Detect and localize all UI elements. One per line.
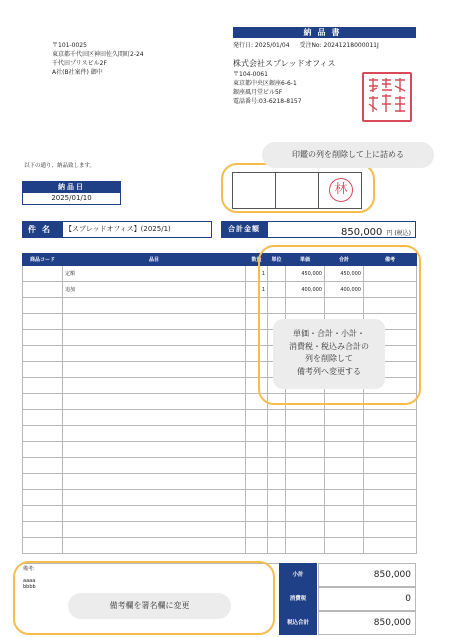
empty-cell	[63, 362, 246, 378]
empty-cell	[268, 474, 286, 490]
empty-cell	[268, 442, 286, 458]
grand-total-label: 税込合計	[279, 611, 317, 635]
empty-cell	[268, 458, 286, 474]
empty-cell	[63, 426, 246, 442]
cell-item: 定額	[63, 266, 246, 282]
empty-cell	[268, 410, 286, 426]
document-title: 納品書	[233, 27, 416, 38]
empty-cell	[268, 538, 286, 554]
empty-cell	[286, 506, 325, 522]
intro-text: 以下の通り、納品致します。	[24, 163, 96, 169]
empty-cell	[325, 410, 364, 426]
empty-cell	[23, 346, 63, 362]
total-label: 合計金額	[221, 221, 267, 238]
sender-block	[233, 58, 368, 106]
empty-cell	[63, 458, 246, 474]
hanko-stamp: 林	[329, 178, 353, 202]
empty-cell	[246, 474, 268, 490]
empty-cell	[325, 538, 364, 554]
empty-cell	[63, 490, 246, 506]
cell-price: 400,000	[286, 282, 325, 298]
empty-cell	[286, 442, 325, 458]
empty-cell	[23, 314, 63, 330]
empty-table-row	[23, 442, 417, 458]
callout-line: 単価・合計・小計・	[293, 329, 365, 338]
empty-cell	[325, 522, 364, 538]
empty-cell	[268, 522, 286, 538]
empty-cell	[23, 506, 63, 522]
callout-line: 備考列へ変更する	[297, 366, 361, 376]
empty-cell	[246, 490, 268, 506]
cell-item: 追加	[63, 282, 246, 298]
empty-cell	[23, 522, 63, 538]
empty-cell	[286, 490, 325, 506]
empty-cell	[364, 506, 417, 522]
empty-cell	[23, 458, 63, 474]
empty-cell	[23, 538, 63, 554]
empty-cell	[246, 506, 268, 522]
cell-price: 450,000	[286, 266, 325, 282]
cell-total: 450,000	[325, 266, 364, 282]
total-unit: 円 (税込)	[386, 230, 411, 237]
empty-cell	[246, 538, 268, 554]
empty-table-row	[23, 426, 417, 442]
empty-cell	[286, 458, 325, 474]
empty-cell	[63, 410, 246, 426]
empty-cell	[63, 346, 246, 362]
empty-cell	[246, 522, 268, 538]
recipient-name: A社(B社案件) 御中	[52, 69, 103, 76]
recipient-address2: 千代田プリスビル2F	[52, 60, 107, 67]
callout-line: 列を削除して	[305, 354, 353, 363]
seal-highlight-oval	[221, 163, 375, 213]
empty-cell	[364, 426, 417, 442]
total-amount: 850,000	[341, 227, 383, 238]
sender-address1: 東京都中央区銀座6-6-1	[233, 80, 297, 87]
memo-line: bbbb	[23, 584, 36, 590]
empty-cell	[23, 474, 63, 490]
empty-cell	[325, 474, 364, 490]
delivery-date-box	[22, 181, 121, 205]
empty-cell	[23, 378, 63, 394]
header-total: 合計	[325, 254, 364, 266]
empty-cell	[325, 426, 364, 442]
empty-cell	[364, 458, 417, 474]
subject-label: 件名	[22, 221, 62, 238]
memo-label: 備考:	[23, 566, 35, 572]
sender-phone: 電話番号:03-6218-8157	[233, 98, 302, 105]
empty-cell	[286, 410, 325, 426]
empty-cell	[364, 474, 417, 490]
empty-cell	[364, 410, 417, 426]
callout-line: 消費税・税込み合計の	[289, 341, 369, 351]
header-qty: 数量	[246, 254, 268, 266]
empty-table-row	[23, 490, 417, 506]
callout-columns	[273, 319, 385, 389]
empty-cell	[246, 458, 268, 474]
header-code: 商品コード	[23, 254, 63, 266]
empty-cell	[23, 362, 63, 378]
empty-cell	[325, 490, 364, 506]
sender-company: 株式会社スプレッドオフィス	[233, 59, 336, 68]
empty-cell	[63, 298, 246, 314]
delivery-date-value: 2025/01/10	[51, 194, 92, 202]
subtotal-value: 850,000	[318, 563, 416, 587]
empty-cell	[63, 394, 246, 410]
empty-cell	[246, 442, 268, 458]
cell-total: 400,000	[325, 282, 364, 298]
empty-cell	[63, 330, 246, 346]
empty-cell	[286, 426, 325, 442]
empty-cell	[268, 426, 286, 442]
empty-cell	[23, 426, 63, 442]
empty-cell	[246, 410, 268, 426]
callout-seal: 印鑑の列を削除して上に詰める	[262, 142, 434, 168]
empty-cell	[23, 298, 63, 314]
subject-value: 【スプレッドオフィス】(2025/1)	[62, 221, 212, 238]
empty-cell	[63, 522, 246, 538]
empty-cell	[325, 442, 364, 458]
empty-cell	[63, 378, 246, 394]
empty-cell	[63, 474, 246, 490]
empty-cell	[63, 538, 246, 554]
empty-cell	[364, 442, 417, 458]
cell-qty: 1	[246, 282, 268, 298]
receipt-number: 受注No: 20241218000011J	[299, 42, 379, 49]
empty-cell	[23, 490, 63, 506]
empty-cell	[268, 490, 286, 506]
header-item: 品目	[63, 254, 246, 266]
empty-table-row	[23, 506, 417, 522]
tax-label: 消費税	[279, 587, 317, 611]
recipient-address1: 東京都千代田区神田佐久間町2-24	[52, 51, 144, 58]
header-note: 備考	[364, 254, 417, 266]
empty-cell	[286, 474, 325, 490]
tax-value: 0	[318, 587, 416, 611]
recipient-postal: 〒101-0025	[52, 42, 87, 49]
empty-cell	[246, 426, 268, 442]
company-seal-stamp	[362, 72, 412, 122]
delivery-date-label: 納品日	[23, 182, 120, 193]
header-unit: 単位	[268, 254, 286, 266]
empty-cell	[286, 538, 325, 554]
empty-cell	[325, 458, 364, 474]
empty-cell	[364, 490, 417, 506]
header-price: 単価	[286, 254, 325, 266]
empty-cell	[325, 506, 364, 522]
cell-qty: 1	[246, 266, 268, 282]
empty-cell	[23, 330, 63, 346]
subtotal-label: 小計	[279, 563, 317, 587]
total-value-box	[267, 221, 416, 238]
empty-cell	[23, 442, 63, 458]
issue-info	[233, 40, 423, 49]
empty-cell	[286, 522, 325, 538]
sender-postal: 〒104-0061	[233, 71, 268, 78]
empty-cell	[63, 442, 246, 458]
empty-cell	[63, 314, 246, 330]
empty-cell	[63, 506, 246, 522]
company-seal-icon	[364, 74, 410, 120]
empty-cell	[23, 410, 63, 426]
cell-code	[23, 266, 63, 282]
empty-table-row	[23, 474, 417, 490]
memo-line: aaaa	[23, 578, 36, 584]
empty-cell	[364, 522, 417, 538]
empty-table-row	[23, 538, 417, 554]
empty-table-row	[23, 522, 417, 538]
sender-address2: 銀座風月堂ビル5F	[233, 89, 283, 96]
empty-cell	[364, 538, 417, 554]
empty-table-row	[23, 410, 417, 426]
recipient-block	[52, 41, 202, 77]
issue-date: 発行日: 2025/01/04	[233, 42, 290, 49]
cell-code	[23, 282, 63, 298]
grand-total-value: 850,000	[318, 611, 416, 635]
callout-memo: 備考欄を署名欄に変更	[68, 593, 231, 619]
empty-cell	[268, 506, 286, 522]
empty-table-row	[23, 458, 417, 474]
empty-cell	[23, 394, 63, 410]
